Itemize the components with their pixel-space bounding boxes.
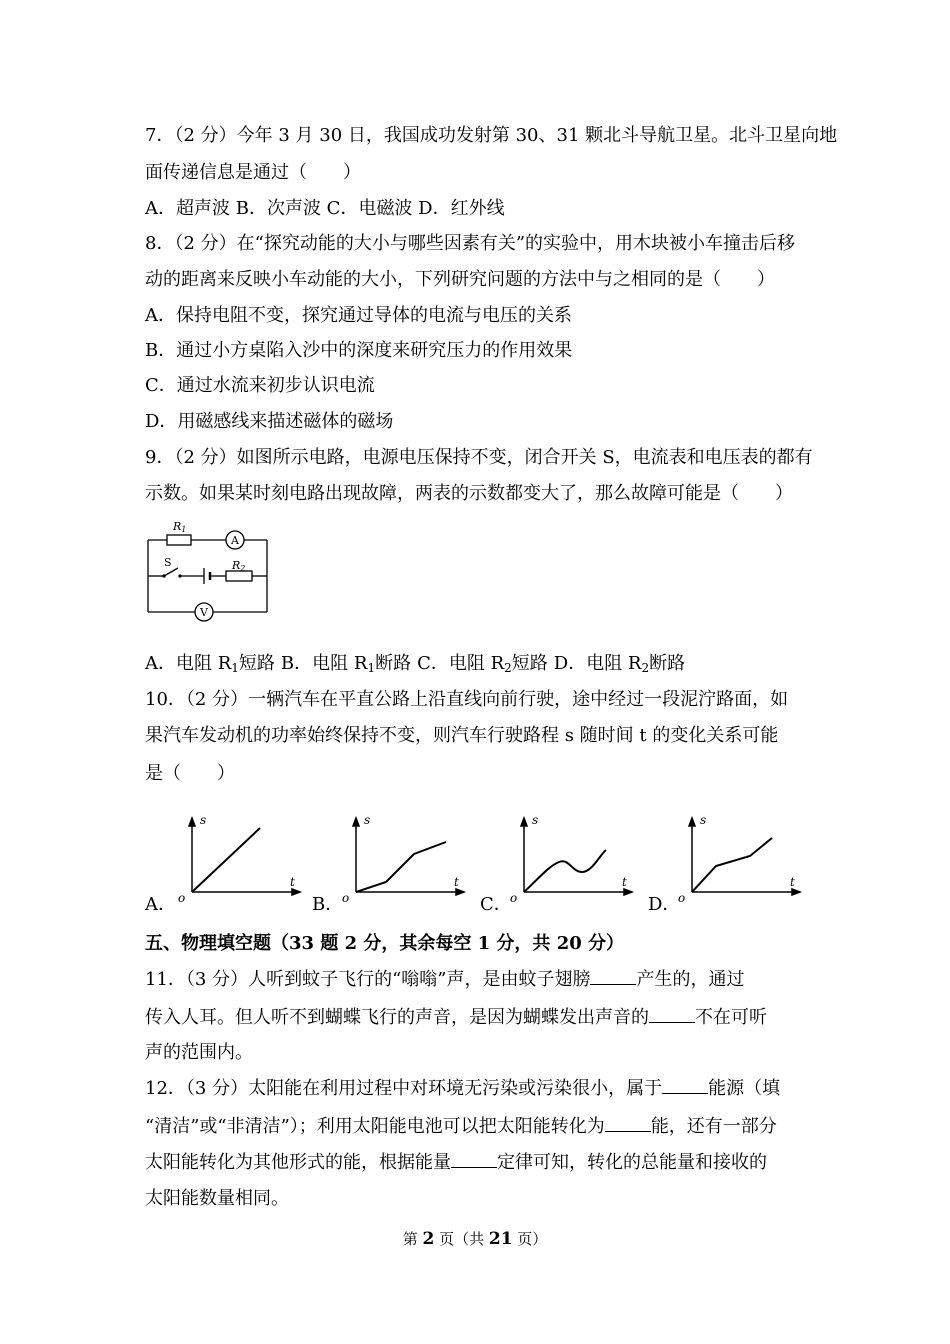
page-number: 2 (422, 1229, 435, 1249)
svg-text:t: t (790, 875, 795, 889)
graph-c (504, 810, 644, 904)
q12-line1: 12．（3 分）太阳能在利用过程中对环境无污染或污染很小，属于 能源（填 (145, 1078, 781, 1099)
svg-text:s: s (200, 813, 207, 827)
svg-text:o: o (510, 891, 518, 904)
q10-line3: 是（ ） (145, 763, 235, 784)
svg-text:s: s (700, 813, 707, 827)
svg-text:o: o (178, 891, 186, 904)
voltmeter-label: V (200, 606, 208, 619)
q9-option-c: C．电阻 $R_2$短路 (417, 653, 548, 675)
q8-option-d: D．用磁感线来描述磁体的磁场 (145, 411, 394, 432)
svg-text:s: s (364, 813, 371, 827)
q12-blank-3[interactable] (451, 1151, 497, 1168)
r1-label: R1 (173, 520, 187, 534)
q10-line2: 果汽车发动机的功率始终保持不变，则汽车行驶路程 s 随时间 t 的变化关系可能 (145, 725, 779, 746)
q9-option-b: B．电阻 $R_1$断路 (280, 653, 412, 675)
graph-b (336, 810, 476, 904)
graph-d-label: D． (648, 894, 681, 915)
graph-c-label: C． (480, 894, 512, 915)
svg-text:t: t (622, 875, 627, 889)
q8-option-c: C．通过水流来初步认识电流 (145, 375, 375, 396)
q12-blank-1[interactable] (662, 1077, 708, 1094)
q9-line1: 9．（2 分）如图所示电路，电源电压保持不变，闭合开关 S，电流表和电压表的都有 (145, 447, 813, 468)
circuit-diagram (140, 516, 275, 622)
q9-line2: 示数。如果某时刻电路出现故障，两表的示数都变大了，那么故障可能是（ ） (145, 483, 793, 504)
q11-line3: 声的范围内。 (145, 1042, 253, 1063)
q9-options (145, 652, 691, 680)
q12-line2: “清洁”或“非清洁”）；利用太阳能电池可以把太阳能转化为 能，还有一部分 (145, 1116, 777, 1137)
svg-text:t: t (454, 875, 459, 889)
switch-pivot (162, 574, 165, 577)
graph-b-label: B． (312, 894, 344, 915)
q7-options: A．超声波 B．次声波 C．电磁波 D．红外线 (145, 198, 505, 219)
svg-text:t: t (290, 875, 295, 889)
graph-a (172, 810, 312, 904)
q8-line2: 动的距离来反映小车动能的大小，下列研究问题的方法中与之相同的是（ ） (145, 269, 775, 290)
page-footer: 第 2 页（共 21 页） (402, 1229, 548, 1249)
q7-line2: 面传递信息是通过（ ） (145, 162, 361, 183)
q10-line1: 10．（2 分）一辆汽车在平直公路上沿直线向前行驶，途中经过一段泥泞路面，如 (145, 689, 789, 710)
q11-line2: 传入人耳。但人听不到蝴蝶飞行的声音，是因为蝴蝶发出声音的 不在可听 (145, 1007, 767, 1028)
q8-option-b: B．通过小方桌陷入沙中的深度来研究压力的作用效果 (145, 340, 573, 361)
q12-line4: 太阳能数量相同。 (145, 1188, 289, 1209)
q11-blank-2[interactable] (649, 1006, 695, 1023)
graph-d (672, 810, 812, 904)
switch-contact (178, 574, 181, 577)
graph-a-label: A． (145, 894, 176, 915)
svg-text:o: o (678, 891, 686, 904)
q12-line3: 太阳能转化为其他形式的能，根据能量 定律可知，转化的总能量和接收的 (145, 1152, 767, 1173)
r2-label: R2 (232, 559, 246, 573)
section-5-heading: 五、物理填空题（33 题 2 分，其余每空 1 分，共 20 分） (145, 933, 625, 954)
page-total: 21 (488, 1229, 513, 1249)
q9-option-d: D．电阻 $R_2$断路 (553, 653, 686, 675)
q9-option-a: A．电阻 $R_1$短路 (145, 653, 275, 675)
q12-blank-2[interactable] (605, 1115, 651, 1132)
q8-option-a: A．保持电阻不变，探究通过导体的电流与电压的关系 (145, 305, 572, 326)
switch-label: S (164, 556, 172, 569)
ammeter-label: A (231, 534, 239, 547)
q8-line1: 8．（2 分）在“探究动能的大小与哪些因素有关”的实验中，用木块被小车撞击后移 (145, 233, 796, 254)
svg-text:s: s (532, 813, 539, 827)
q11-blank-1[interactable] (590, 968, 636, 985)
q7-line1: 7．（2 分）今年 3 月 30 日，我国成功发射第 30、31 颗北斗导航卫星。北斗卫星向地 (145, 125, 838, 146)
q11-line1: 11．（3 分）人听到蚊子飞行的“嗡嗡”声，是由蚊子翅膀 产生的，通过 (145, 969, 745, 990)
svg-text:o: o (342, 891, 350, 904)
